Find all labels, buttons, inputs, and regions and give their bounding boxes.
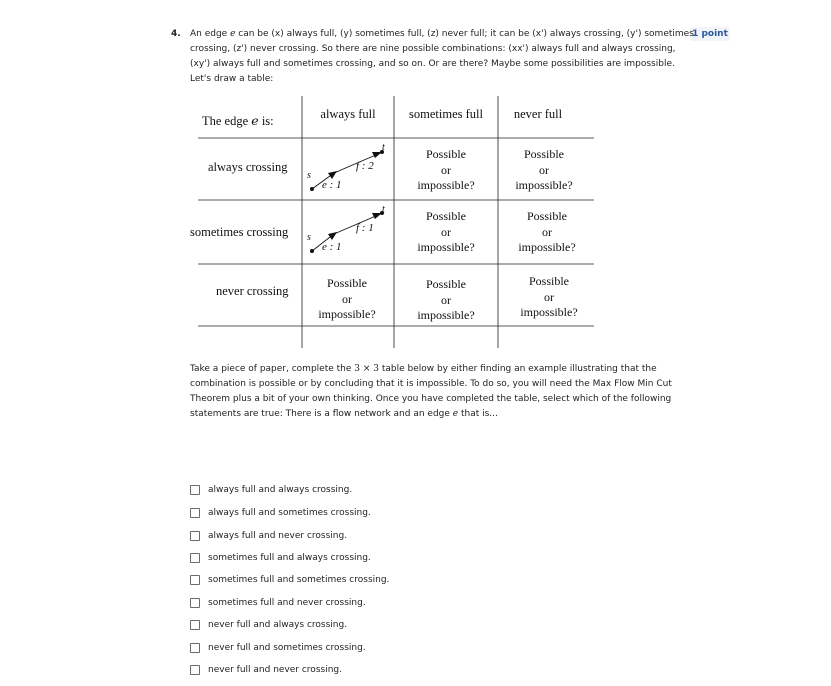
answer-option[interactable] [190,572,389,588]
cell-always-full-never-crossing: Possible or impossible? [318,276,376,321]
option-label[interactable]: sometimes full and sometimes crossing. [208,575,390,585]
text-line [190,72,650,87]
option-checkbox[interactable] [190,620,200,630]
cell-sometimes-full-always-crossing: Possible or impossible? [417,147,475,192]
col-header-sometimes-full: sometimes full [409,107,483,121]
graph1-e-label: e : 1 [322,179,342,191]
combination-table [188,96,598,348]
text-run: Theorem plus a bit of your own thinking. Once you have completed the table, select which of the following [190,394,672,404]
cell-sometimes-full-sometimes-crossing: Possible or impossible? [417,209,475,254]
text-run: statements are true: There is a flow network and an edge [190,409,453,419]
text-line [190,377,672,392]
option-label[interactable]: always full and never crossing. [208,531,348,541]
option-checkbox[interactable] [190,665,200,675]
option-checkbox[interactable] [190,598,200,608]
points-badge: 1 point [690,27,730,41]
graph2-f-label: f : 1 [356,222,374,234]
answer-option[interactable] [190,617,347,633]
cell-never-full-sometimes-crossing: Possible or impossible? [518,209,576,254]
text-line [190,392,672,407]
option-checkbox[interactable] [190,553,200,563]
text-run: Let's draw a table: [190,74,274,84]
option-label[interactable]: sometimes full and always crossing. [208,553,371,563]
text-run: (xy') always full and sometimes crossing, and so on. Or are there? Maybe some possibilities are impossible. [190,59,675,69]
option-checkbox[interactable] [190,531,200,541]
col-header-always-full: always full [320,107,376,121]
math-variable: e [230,29,236,39]
text-run: that is... [458,409,498,419]
corner-suffix: is: [258,114,274,128]
text-run: crossing, (z') never crossing. So there are nine possible combinations: (xx') always full and always crossing, [190,44,676,54]
option-checkbox[interactable] [190,508,200,518]
answer-option[interactable] [190,528,347,544]
option-checkbox[interactable] [190,643,200,653]
answer-option[interactable] [190,482,352,498]
text-run: An edge [190,29,231,39]
table-corner-label [202,113,298,129]
text-line [190,27,694,42]
text-line [190,57,675,72]
row-header-always-crossing: always crossing [208,160,288,174]
text-line [190,362,657,377]
option-label[interactable]: always full and sometimes crossing. [208,508,371,518]
graph1-s-label: s [307,170,311,181]
corner-prefix: The edge [202,114,252,128]
option-label[interactable]: sometimes full and never crossing. [208,598,366,608]
cell-never-full-always-crossing: Possible or impossible? [515,147,573,192]
math-variable: e [452,409,459,419]
cell-never-full-never-crossing: Possible or impossible? [520,274,578,319]
cell-sometimes-full-never-crossing: Possible or impossible? [417,277,475,322]
text-run: combination is possible or by concluding that it is impossible. To do so, you will need the Max Flow Min Cut [190,379,672,389]
answer-option[interactable] [190,595,366,611]
row-header-never-crossing: never crossing [216,284,289,298]
text-line [190,42,676,57]
answer-option[interactable] [190,662,342,678]
text-line [190,407,640,422]
answer-option[interactable] [190,640,366,656]
answer-option[interactable] [190,505,371,521]
corner-var: e [251,113,259,128]
graph2-t-label: t [382,204,385,215]
graph2-e-label: e : 1 [322,241,342,253]
question-number: 4. [171,29,181,39]
graph1-f-label: f : 2 [356,160,374,172]
text-run: can be (x) always full, (y) sometimes full, (z) never full; it can be (x') always crossing, (y') sometimes [235,29,694,39]
graph1-t-label: t [382,142,385,153]
option-label[interactable]: never full and sometimes crossing. [208,643,366,653]
text-run: table below by either finding an example illustrating that the [378,364,657,374]
option-label[interactable]: always full and always crossing. [208,485,353,495]
text-run: Take a piece of paper, complete the [190,364,355,374]
option-label[interactable]: never full and never crossing. [208,665,342,675]
question-instructions [190,362,672,422]
option-label[interactable]: never full and always crossing. [208,620,348,630]
row-header-sometimes-crossing: sometimes crossing [190,225,289,239]
col-header-never-full: never full [513,107,563,121]
math-expression: 3 × 3 [354,364,379,374]
option-checkbox[interactable] [190,485,200,495]
answer-option[interactable] [190,550,371,566]
question-intro [190,27,694,87]
graph2-s-label: s [307,232,311,243]
option-checkbox[interactable] [190,575,200,585]
